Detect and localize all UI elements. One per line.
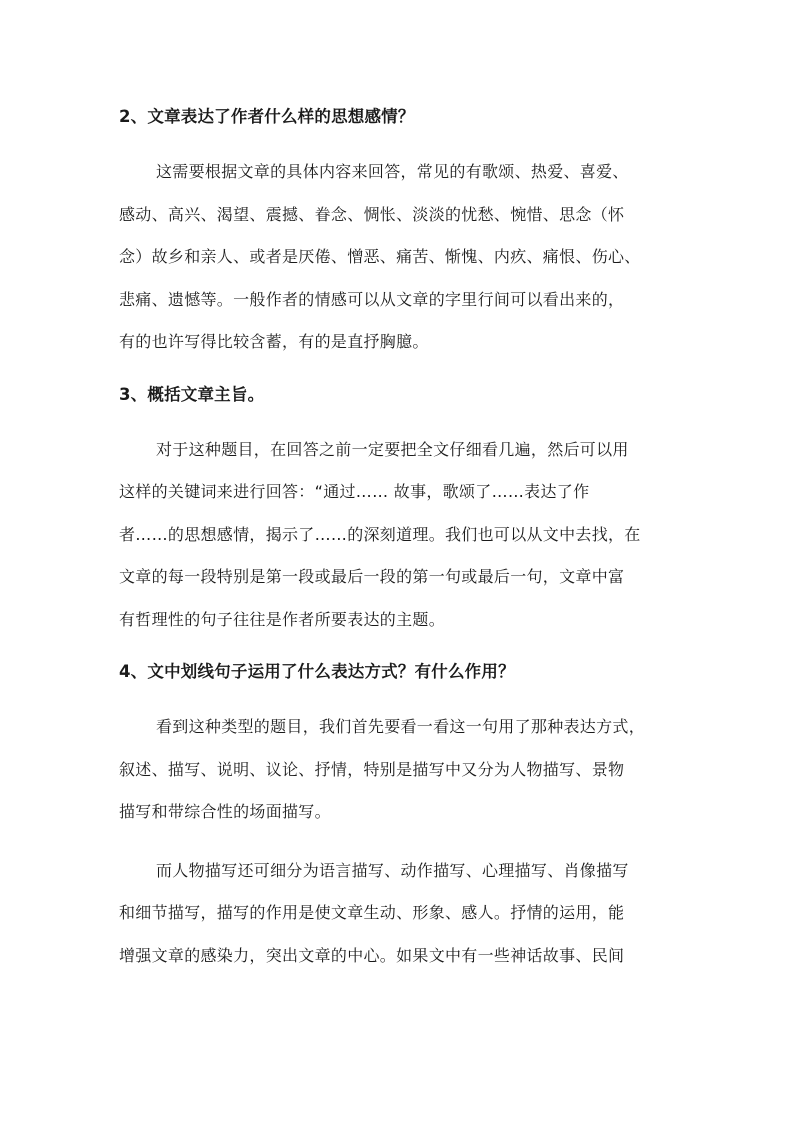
document-body xyxy=(119,100,684,977)
paragraph xyxy=(119,850,684,978)
paragraph-line: 增强文章的感染力，突出文章的中心。如果文中有一些神话故事、民间 xyxy=(119,945,625,965)
paragraph-line: 念）故乡和亲人、或者是厌倦、憎恶、痛苦、惭愧、内疚、痛恨、伤心、 xyxy=(119,247,641,266)
paragraph-line: 有哲理性的句子往往是作者所要表达的主题。 xyxy=(119,609,446,629)
paragraph xyxy=(119,429,684,642)
paragraph-line: 有的也许写得比较含蓄，有的是直抒胸臆。 xyxy=(119,332,429,351)
paragraph-line: 叙述、描写、说明、议论、抒情，特别是描写中又分为人物描写、景物 xyxy=(119,759,625,779)
paragraph xyxy=(119,706,684,834)
paragraph-line: 对于这种题目，在回答之前一定要把全文仔细看几遍，然后可以用 xyxy=(156,439,629,459)
paragraph-line: 文章的每一段特别是第一段或最后一段的第一句或最后一句，文章中富 xyxy=(119,567,625,586)
paragraph-line: 感动、高兴、渴望、震撼、眷念、惆怅、淡淡的忧愁、惋惜、思念（怀 xyxy=(119,204,625,224)
paragraph-line: 描写和带综合性的场面描写。 xyxy=(119,802,331,821)
paragraph-line: 这需要根据文章的具体内容来回答，常见的有歌颂、热爱、喜爱、 xyxy=(156,162,629,181)
paragraph xyxy=(119,151,684,364)
paragraph-line: 看到这种类型的题目，我们首先要看一看这一句用了那种表达方式， xyxy=(156,717,646,736)
section-heading-4: 4、文中划线句子运用了什么表达方式？有什么作用？ xyxy=(119,662,515,681)
paragraph-line: 悲痛、遗憾等。一般作者的情感可以从文章的字里行间可以看出来的， xyxy=(119,289,625,309)
section-heading-2: 2、文章表达了作者什么样的思想感情？ xyxy=(119,107,415,126)
section-heading-3: 3、概括文章主旨。 xyxy=(119,384,265,404)
paragraph-line: 这样的关键词来进行回答：“通过…… 故事，歌颂了……表达了作 xyxy=(119,482,590,501)
paragraph-line: 而人物描写还可细分为语言描写、动作描写、心理描写、肖像描写 xyxy=(156,860,629,880)
paragraph-line: 者……的思想感情，揭示了……的深刻道理。我们也可以从文中去找，在 xyxy=(119,524,641,544)
paragraph-line: 和细节描写，描写的作用是使文章生动、形象、感人。抒情的运用，能 xyxy=(119,903,625,922)
